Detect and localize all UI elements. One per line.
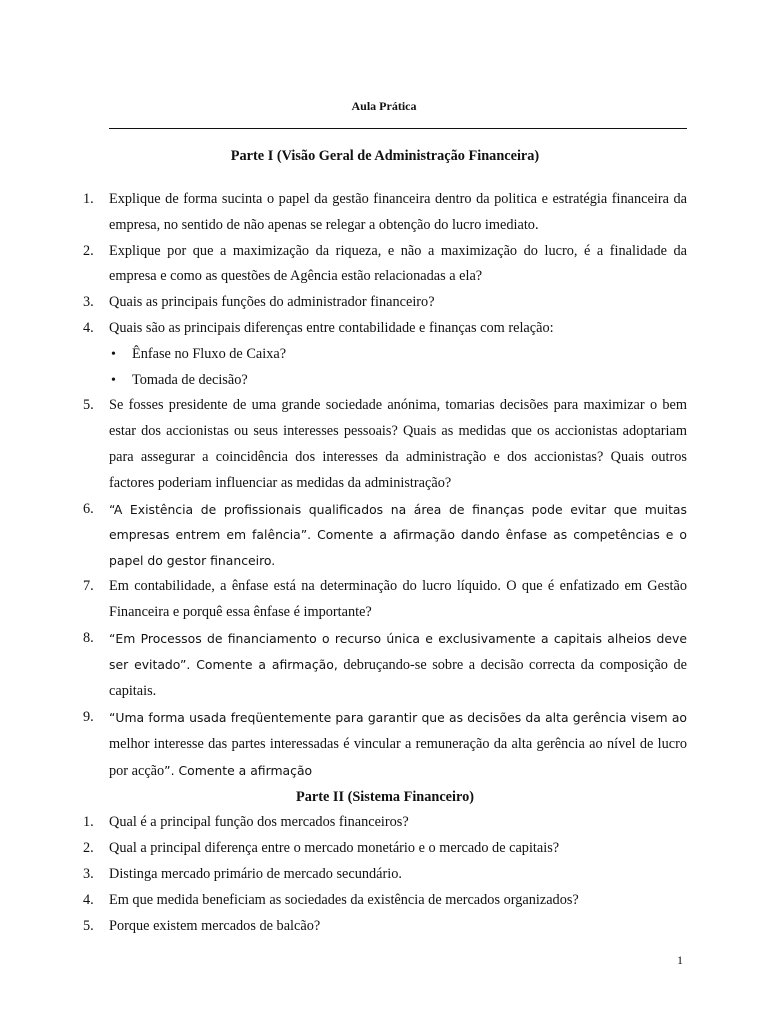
bullet-icon: • [111, 372, 116, 388]
question-text-quote: “Em Processos de financiamento o recurso única e exclusivamente a capitais alheios deve ser evitado”. Comente a afirmação, [109, 630, 687, 673]
question-text: Qual é a principal função dos mercados financeiros? [109, 814, 409, 831]
question-number: 3. [83, 865, 94, 882]
part2-question-list [83, 810, 687, 939]
question-text: Explique por que a maximização da riqueza, e não a maximização do lucro, é a finalidade da empresa e como as questões de Agência estão relacionadas a ela? [109, 242, 687, 285]
question-number: 4. [83, 319, 94, 336]
question-text: Distinga mercado primário de mercado secundário. [109, 865, 402, 882]
question-text: Se fosses presidente de uma grande sociedade anónima, tomarias decisões para maximizar o bem estar dos accionistas ou seus interesses pessoais? Quais as medidas que os accionistas adoptariam para assegurar a coincidência dos interesses da administração e dos accionistas? Quais outros factores poderiam influenciar as medidas da administração? [109, 397, 687, 491]
part2-title: Parte II (Sistema Financeiro) [295, 789, 474, 806]
question-text-quote: “Uma forma usada freqüentemente para garantir que as decisões da alta gerência visem ao [109, 709, 687, 725]
header-divider [109, 128, 687, 129]
list-item [83, 239, 687, 291]
question-text [109, 626, 687, 705]
part1-title: Parte I (Visão Geral de Administração Financeira) [230, 148, 540, 164]
question-text: Em contabilidade, a ênfase está na determinação do lucro líquido. O que é enfatizado em Gestão Financeira e porquê essa ênfase é importante? [109, 577, 687, 620]
question-text [109, 705, 687, 784]
question-text: “A Existência de profissionais qualificados na área de finanças pode evitar que muitas empresas entrem em falência”. Comente a afirmação dando ênfase as competências e o papel do gestor financeiro. [109, 501, 687, 569]
page-number: 1 [677, 953, 683, 967]
bullet-list [83, 342, 687, 394]
question-number: 1. [83, 191, 94, 207]
question-text-rest: debruçando-se sobre a decisão correcta da composição de capitais. [109, 657, 688, 700]
question-number: 1. [83, 814, 94, 831]
question-text: Qual a principal diferença entre o mercado monetário e o mercado de capitais? [109, 840, 560, 857]
list-item [83, 316, 687, 342]
question-text: Quais são as principais diferenças entre contabilidade e finanças com relação: [109, 319, 554, 336]
spacer [83, 169, 687, 187]
question-number: 4. [83, 891, 94, 908]
list-item [83, 705, 687, 784]
bullet-text: Tomada de decisão? [132, 371, 248, 388]
list-item [83, 810, 687, 836]
question-text: Quais as principais funções do administrador financeiro? [109, 294, 435, 311]
list-item [83, 574, 687, 626]
list-item [83, 368, 687, 394]
list-item [83, 626, 687, 705]
question-number: 6. [83, 500, 94, 517]
list-item [83, 914, 687, 940]
question-text: Porque existem mercados de balcão? [109, 917, 321, 934]
list-item [83, 836, 687, 862]
question-number: 7. [83, 577, 94, 594]
question-number: 2. [83, 242, 94, 259]
part1-question-list [83, 187, 687, 342]
bullet-text: Ênfase no Fluxo de Caixa? [132, 345, 287, 362]
list-item [83, 497, 687, 574]
list-item [83, 888, 687, 914]
question-text: Em que medida beneficiam as sociedades da existência de mercados organizados? [109, 891, 579, 908]
question-text-rest: melhor interesse das partes interessadas é vincular a remuneração da alta gerência ao nível de lucro por acção [109, 735, 687, 779]
question-number: 3. [83, 294, 94, 311]
question-number: 8. [83, 629, 94, 646]
question-number: 5. [83, 917, 94, 934]
list-item [83, 393, 687, 496]
list-item [83, 187, 687, 239]
question-number: 5. [83, 397, 94, 414]
question-number: 2. [83, 840, 94, 857]
question-text: Explique de forma sucinta o papel da gestão financeira dentro da politica e estratégia financeira da empresa, no sentido de não apenas se relegar a obtenção do lucro imediato. [109, 191, 687, 233]
list-item [83, 290, 687, 316]
part1-question-list-continued [83, 393, 687, 784]
bullet-icon: • [111, 346, 116, 362]
question-number: 9. [83, 708, 94, 725]
list-item [83, 862, 687, 888]
list-item [83, 342, 687, 368]
document-header-title: Aula Prática [351, 99, 417, 113]
question-text-end: ”. Comente a afirmação [164, 762, 313, 778]
document-body [83, 143, 687, 939]
